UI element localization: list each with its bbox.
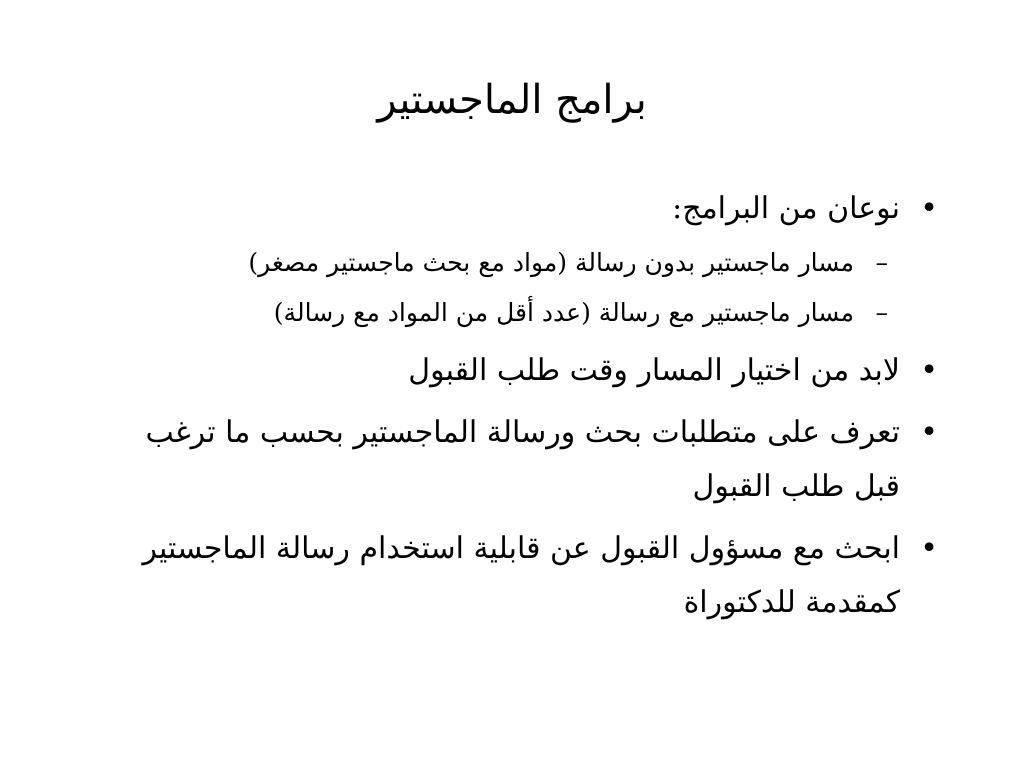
dash-icon: – (875, 248, 888, 277)
bullet-text: نوعان من البرامج: (672, 191, 900, 226)
bullet-item (98, 522, 938, 630)
bullet-text: تعرف على متطلبات بحث ورسالة الماجستير بحسب ما ترغب قبل طلب القبول (145, 415, 900, 504)
bullet-icon: • (920, 191, 938, 226)
sub-item (98, 290, 900, 336)
slide-title: برامج الماجستير (377, 77, 647, 123)
bullet-item (98, 406, 938, 514)
sub-item-text: مسار ماجستير بدون رسالة (مواد مع بحث ماجستير مصغر) (248, 248, 854, 277)
bullet-icon: • (920, 353, 938, 388)
slide-content (98, 182, 938, 638)
sub-item-text: مسار ماجستير مع رسالة (عدد أقل من المواد مع رسالة) (273, 298, 854, 327)
sub-item (98, 240, 900, 286)
bullet-icon: • (920, 415, 938, 450)
dash-icon: – (875, 298, 888, 327)
bullet-item (98, 344, 938, 398)
bullet-item (98, 182, 938, 336)
bullet-icon: • (920, 531, 938, 566)
bullet-text: ابحث مع مسؤول القبول عن قابلية استخدام رسالة الماجستير كمقدمة للدكتوراة (142, 531, 900, 620)
bullet-text: لابد من اختيار المسار وقت طلب القبول (408, 353, 900, 388)
